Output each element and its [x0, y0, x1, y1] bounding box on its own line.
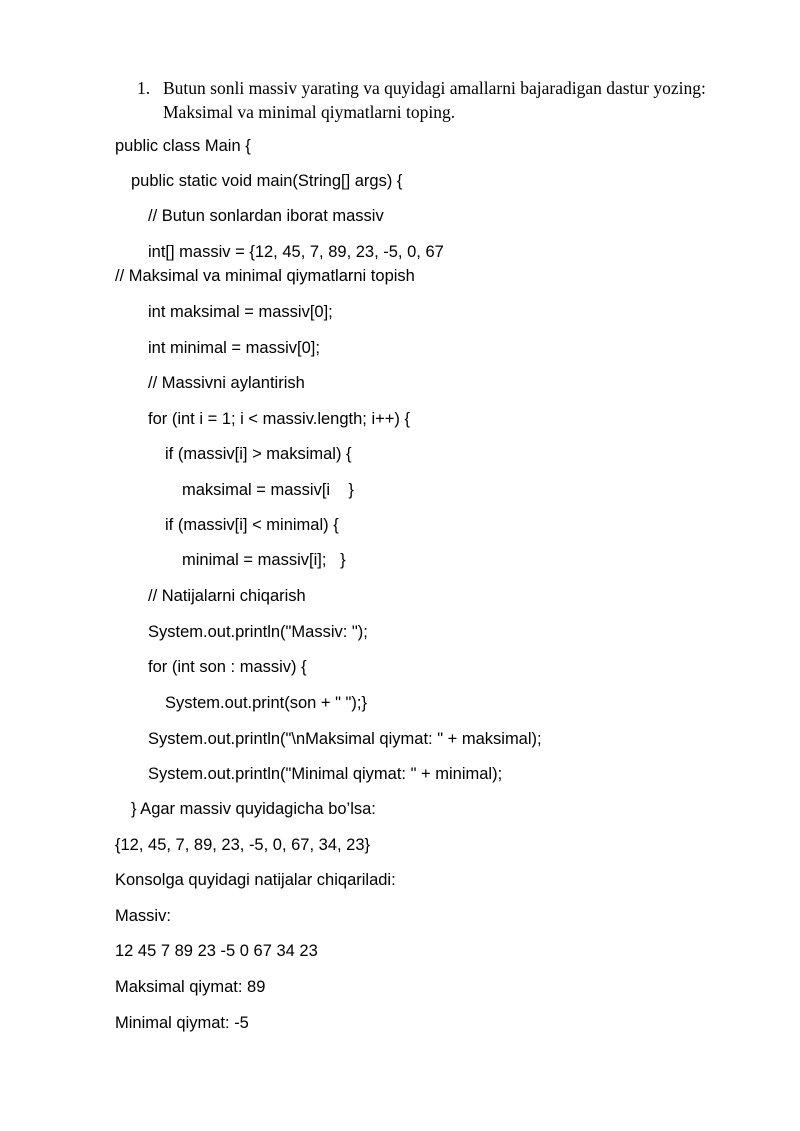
- code-line: } Agar massiv quyidagicha bo’lsa:: [131, 800, 376, 818]
- code-line: int minimal = massiv[0];: [148, 339, 320, 357]
- task-text-line: Maksimal va minimal qiymatlarni toping.: [163, 102, 456, 122]
- task-number: 1.: [137, 78, 151, 98]
- code-comment: // Butun sonlardan iborat massiv: [148, 207, 384, 225]
- task-text-line: Butun sonli massiv yarating va quyidagi amallarni bajaradigan dastur yozing:: [163, 78, 706, 98]
- code-line: if (massiv[i] < minimal) {: [165, 516, 339, 534]
- code-line: System.out.println("\nMaksimal qiymat: " + maksimal);: [148, 730, 542, 748]
- output-line: Minimal qiymat: -5: [115, 1014, 249, 1032]
- code-line: for (int son : massiv) {: [148, 658, 307, 676]
- output-line: Massiv:: [115, 907, 171, 925]
- code-line: System.out.println("Massiv: ");: [148, 623, 368, 641]
- code-line: public class Main {: [115, 137, 251, 155]
- code-line: maksimal = massiv[i }: [182, 481, 354, 499]
- code-line: if (massiv[i] > maksimal) {: [165, 445, 352, 463]
- array-literal: {12, 45, 7, 89, 23, -5, 0, 67, 34, 23}: [115, 836, 371, 854]
- code-comment: // Natijalarni chiqarish: [148, 587, 306, 605]
- code-line: int maksimal = massiv[0];: [148, 303, 333, 321]
- output-line: 12 45 7 89 23 -5 0 67 34 23: [115, 942, 318, 960]
- code-line: System.out.println("Minimal qiymat: " + minimal);: [148, 765, 503, 783]
- code-comment: // Massivni aylantirish: [148, 374, 305, 392]
- output-line: Maksimal qiymat: 89: [115, 978, 266, 996]
- code-line: public static void main(String[] args) {: [131, 172, 403, 190]
- code-comment: // Maksimal va minimal qiymatlarni topish: [115, 267, 415, 285]
- console-intro: Konsolga quyidagi natijalar chiqariladi:: [115, 871, 396, 889]
- task-item: [137, 76, 777, 124]
- task-text: [163, 76, 777, 124]
- code-line: for (int i = 1; i < massiv.length; i++) {: [148, 410, 410, 428]
- code-line: System.out.print(son + " ");}: [165, 694, 368, 712]
- code-line: minimal = massiv[i]; }: [182, 551, 346, 569]
- code-line: int[] massiv = {12, 45, 7, 89, 23, -5, 0, 67: [148, 243, 444, 261]
